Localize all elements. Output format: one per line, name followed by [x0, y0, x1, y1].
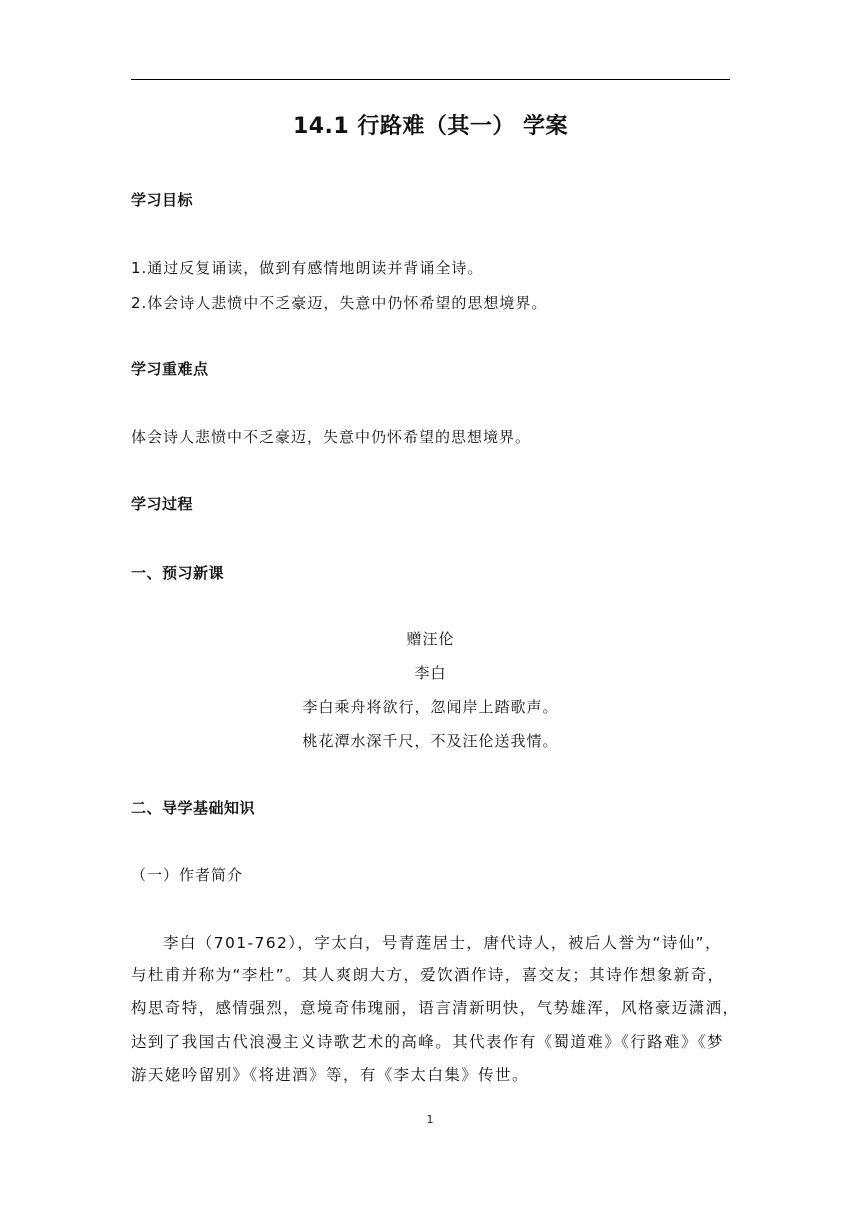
document-title: 14.1 行路难（其一） 学案 — [292, 114, 569, 139]
author-intro-line-3: 构思奇特，感情强烈，意境奇伟瑰丽，语言清新明快，气势雄浑，风格豪迈潇洒， — [131, 999, 740, 1017]
poem-line-1: 李白乘舟将欲行，忽闻岸上踏歌声。 — [302, 698, 559, 716]
author-intro-line-2: 与杜甫并称为“李杜”。其人爽朗大方，爱饮酒作诗，喜交友；其诗作想象新奇， — [131, 966, 725, 984]
header-rule — [131, 79, 730, 80]
author-intro-heading: （一）作者简介 — [131, 866, 244, 884]
key-points-text: 体会诗人悲愤中不乏豪迈，失意中仍怀希望的思想境界。 — [131, 428, 532, 446]
objective-item-1: 1.通过反复诵读，做到有感情地朗读并背诵全诗。 — [131, 259, 484, 277]
poem-title: 赠汪伦 — [406, 630, 455, 648]
page-number: 1 — [426, 1113, 434, 1126]
preview-heading: 一、预习新课 — [131, 564, 225, 582]
poem-line-2: 桃花潭水深千尺，不及汪伦送我情。 — [302, 732, 559, 750]
author-intro-line-5: 游天姥吟留别》《将进酒》等，有《李太白集》传世。 — [131, 1066, 529, 1084]
objectives-heading: 学习目标 — [131, 191, 194, 209]
author-intro-line-4: 达到了我国古代浪漫主义诗歌艺术的高峰。其代表作有《蜀道难》《行路难》《梦 — [131, 1033, 724, 1051]
key-points-heading: 学习重难点 — [131, 360, 209, 378]
process-heading: 学习过程 — [131, 495, 194, 513]
objective-item-2: 2.体会诗人悲愤中不乏豪迈，失意中仍怀希望的思想境界。 — [131, 294, 548, 312]
basics-heading: 二、导学基础知识 — [131, 799, 256, 817]
poem-author: 李白 — [414, 664, 447, 682]
author-intro-line-1: 李白（701-762），字太白，号青莲居士，唐代诗人，被后人誉为“诗仙”， — [163, 934, 722, 952]
